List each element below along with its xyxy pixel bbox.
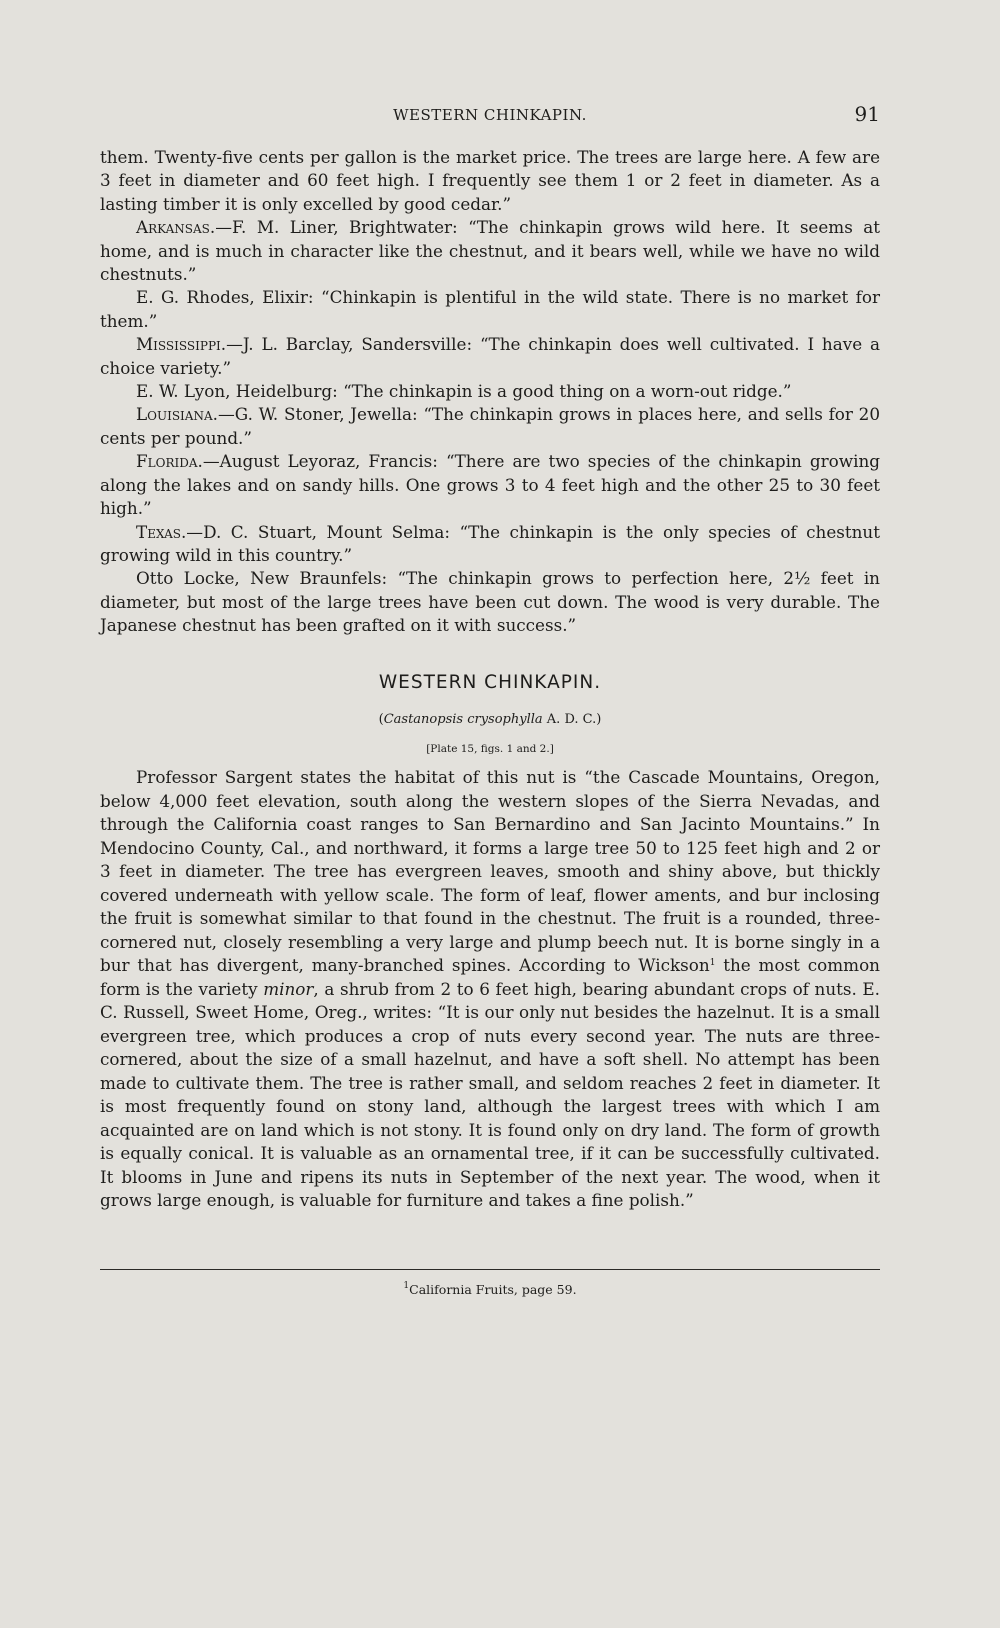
footnote-reference: 1	[709, 958, 716, 968]
paragraph-description	[100, 766, 880, 1213]
sci-open: (	[378, 712, 384, 727]
paragraph-arkansas	[100, 216, 880, 286]
desc-part-1: Professor Sargent states the habitat of this nut is “the Cascade Mountains, Oregon, below 4,000 feet elevation, south along the western slopes of the Sierra Nevadas, and through the California coast ranges to San Bernardino and San Jacinto Mountains.” In Mendocino County, Cal., and northward, it forms a large tree 50 to 125 feet high and 2 or 3 feet in diameter. The tree has evergreen leaves, smooth and shiny above, but thickly covered underneath with yellow scale. The form of leaf, flower aments, and bur inclosing the fruit is somewhat similar to that found in the chestnut. The fruit is a rounded, three-cornered nut, closely resembling a very large and plump beech nut. It is borne singly in a bur that has divergent, many-branched spines. According to Wickson	[100, 767, 880, 975]
paragraph-text: .—J. L. Barclay, Sandersville: “The chinkapin does well cultivated. I have a choice variety.”	[100, 334, 880, 378]
paragraph-florida	[100, 450, 880, 520]
paragraph-text: .—August Leyoraz, Francis: “There are two species of the chinkapin growing along the lakes and on sandy hills. One grows 3 to 4 feet high and the other 25 to 30 feet high.”	[100, 451, 880, 519]
state-name: Louisiana	[136, 404, 213, 425]
paragraph-lyon: E. W. Lyon, Heidelburg: “The chinkapin is a good thing on a worn-out ridge.”	[136, 381, 792, 402]
paragraph-rhodes: E. G. Rhodes, Elixir: “Chinkapin is plentiful in the wild state. There is no market for them.”	[100, 287, 880, 331]
running-head	[100, 102, 880, 130]
section-title: WESTERN CHINKAPIN.	[378, 672, 602, 693]
sci-name-italic: Castanopsis crysophylla	[383, 712, 543, 727]
description-text	[100, 766, 880, 1213]
paragraph-mississippi	[100, 333, 880, 380]
desc-part-2: the most common form is the variety	[100, 955, 880, 999]
paragraph-locke: Otto Locke, New Braunfels: “The chinkapin grows to perfection here, 2½ feet in diameter, but most of the large trees have been cut down. The wood is very durable. The Japanese chestnut has been grafted on it with success.”	[100, 568, 880, 636]
state-name: Florida	[136, 451, 198, 472]
scientific-name	[100, 712, 880, 727]
footnote-text: California Fruits, page 59.	[409, 1282, 577, 1297]
paragraph-text: .—D. C. Stuart, Mount Selma: “The chinkapin is the only species of chestnut growing wild in this country.”	[100, 521, 880, 565]
sci-authority: A. D. C.)	[542, 712, 602, 727]
continued-text	[100, 146, 880, 638]
paragraph-continued: them. Twenty-five cents per gallon is the market price. The trees are large here. A few are 3 feet in diameter and 60 feet high. I frequently see them 1 or 2 feet in diameter. As a lasting timber it is only excelled by good cedar.”	[100, 147, 880, 214]
variety-name: minor	[263, 978, 314, 999]
state-name: Arkansas	[136, 217, 210, 238]
paragraph-texas	[100, 521, 880, 568]
desc-part-3: , a shrub from 2 to 6 feet high, bearing abundant crops of nuts. E. C. Russell, Sweet Home, Oreg., writes: “It is our only nut besides the hazelnut. It is a small evergreen tree, which produces a crop of nuts every second year. The nuts are three-cornered, about the size of a small hazelnut, and have a soft shell. No attempt has been made to cultivate them. The tree is rather small, and seldom reaches 2 feet in diameter. It is most frequently found on stony land, although the largest trees with which I am acquainted are on land which is not stony. It is found only on dry land. The form of growth is equally conical. It is valuable as an ornamental tree, if it can be successfully cultivated. It blooms in June and ripens its nuts in September of the next year. The wood, when it grows large enough, is valuable for furniture and takes a fine polish.”	[100, 978, 881, 1210]
state-name: Texas	[136, 521, 181, 542]
footnote	[100, 1282, 880, 1297]
paragraph-louisiana	[100, 403, 880, 450]
footnote-mark: 1	[403, 1281, 410, 1291]
paragraph-text: .—G. W. Stoner, Jewella: “The chinkapin grows in places here, and sells for 20 cents per pound.”	[100, 404, 880, 448]
page-number: 91	[854, 102, 880, 126]
plate-reference: [Plate 15, figs. 1 and 2.]	[426, 743, 554, 755]
footnote-divider	[100, 1269, 880, 1270]
running-title: WESTERN CHINKAPIN.	[393, 106, 587, 124]
state-name: Mississippi	[136, 334, 221, 355]
paragraph-text: .—F. M. Liner, Brightwater: “The chinkapin grows wild here. It seems at home, and is much in character like the chestnut, and it bears well, while we have no wild chestnuts.”	[100, 217, 880, 285]
